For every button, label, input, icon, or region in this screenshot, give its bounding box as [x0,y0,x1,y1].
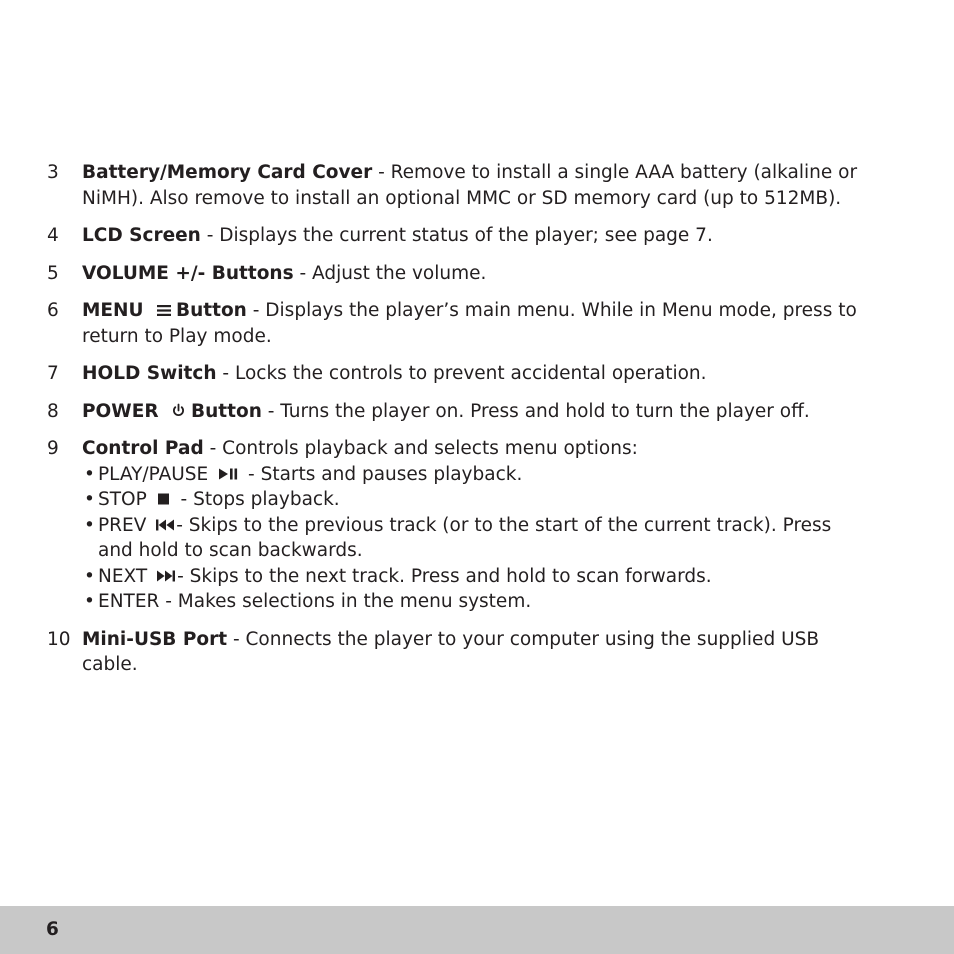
list-item [82,564,867,590]
item-title-part: POWER [82,400,159,422]
item-description: - Displays the current status of the player; see page 7. [200,225,713,246]
list-item-mini-usb-port [47,627,867,678]
list-item [82,513,867,564]
list-item-volume-buttons [47,261,867,287]
bullet: • [84,514,95,536]
item-title: HOLD Switch [82,363,217,384]
menu-icon [156,304,172,317]
item-number: 7 [47,363,59,384]
option-label: NEXT [98,565,148,587]
previous-track-icon [155,518,175,532]
option-description: - Makes selections in the menu system. [159,591,532,612]
item-number: 3 [47,162,59,183]
option-label: STOP [98,489,147,510]
play-pause-icon [217,467,239,481]
control-pad-options [82,462,867,615]
page-footer [0,906,954,954]
list-item [82,589,867,615]
item-number: 5 [47,262,59,284]
list-item-battery-cover [47,160,867,211]
option-label: PLAY/PAUSE [98,463,209,485]
bullet: • [84,463,95,485]
item-number: 8 [47,400,59,422]
option-description: - Starts and pauses playback. [242,463,523,485]
page-number: 6 [46,919,59,940]
list-item-lcd-screen [47,223,867,249]
list-item [82,487,867,513]
item-description: - Controls playback and selects menu options: [203,438,638,459]
bullet: • [84,591,95,612]
bullet: • [84,565,95,587]
option-description: - Skips to the previous track (or to the start of the current track). Press and hold to scan backwards. [98,514,832,561]
item-description: - Connects the player to your computer using the supplied USB cable. [82,628,820,675]
item-title: LCD Screen [82,225,201,246]
bullet: • [84,489,95,510]
list-item [82,462,867,488]
item-title-part: MENU [82,300,144,321]
item-description: - Remove to install a single AAA battery (alkaline or NiMH). Also remove to install an optional MMC or SD memory card (up to 512MB). [82,162,858,209]
item-title-part: Button [191,400,262,422]
option-label: PREV [98,514,147,536]
option-description: - Skips to the next track. Press and hold to scan forwards. [177,565,712,587]
item-number: 9 [47,438,59,459]
item-title [82,401,262,422]
list-item-menu-button [47,298,867,349]
item-title: VOLUME +/- Buttons [82,262,294,284]
item-number: 6 [47,300,59,321]
item-title: Mini-USB Port [82,628,228,650]
component-list [47,160,867,690]
item-number: 10 [47,628,71,650]
next-track-icon [156,569,176,583]
stop-icon [156,492,172,506]
item-title: Battery/Memory Card Cover [82,162,373,183]
item-description: - Adjust the volume. [293,262,487,284]
list-item-hold-switch [47,361,867,387]
item-description: - Locks the controls to prevent accidental operation. [216,363,707,384]
item-title: Control Pad [82,438,204,459]
list-item-control-pad [47,436,867,615]
item-description: - Displays the player’s main menu. While in Menu mode, press to return to Play mode. [82,300,857,347]
item-number: 4 [47,225,59,246]
item-title-part: Button [176,300,247,321]
power-icon [171,403,186,418]
item-title [82,300,247,321]
list-item-power-button [47,399,867,425]
item-description: - Turns the player on. Press and hold to turn the player off. [261,400,810,422]
option-label: ENTER [98,591,160,612]
option-description: - Stops playback. [174,489,340,510]
